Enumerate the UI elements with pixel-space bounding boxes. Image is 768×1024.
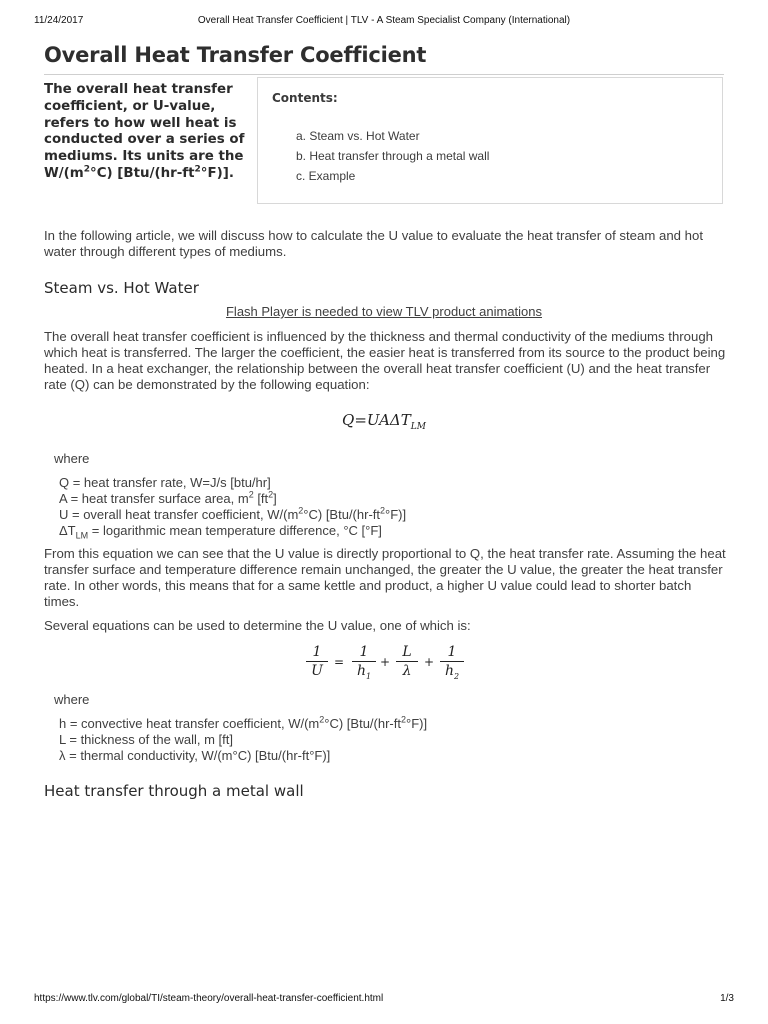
definition-u: U = overall heat transfer coefficient, $W/(m^2^\circ C)$ $[Btu/(hr-ft^2^\circ F)]$ xyxy=(59,505,407,522)
print-date: 11/24/2017 xyxy=(34,15,84,26)
where-label-1: where xyxy=(54,451,90,466)
contents-list xyxy=(296,126,489,186)
contents-item-steam-vs-hot-water[interactable]: a. Steam vs. Hot Water xyxy=(296,129,420,143)
intro-summary xyxy=(44,82,252,183)
equals-sign: = xyxy=(334,655,345,669)
equation-heat-transfer-rate: $Q=UA\Delta T_{LM}$ xyxy=(342,411,426,432)
fraction-1-over-h1: 1 $h_1$ xyxy=(352,644,376,686)
title-divider xyxy=(44,74,724,75)
variable-definitions-2 xyxy=(59,716,719,764)
contents-title: Contents: xyxy=(272,91,338,105)
variable-definitions-1 xyxy=(59,475,719,539)
contents-box xyxy=(257,77,723,204)
intro-units: $W/(m^2^\circ C)$ $[Btu/(hr-ft^2^\circ F)]$. xyxy=(44,164,234,181)
intro-text: The overall heat transfer coefficient, or U-value, refers to how well heat is conducted over a series of mediums. Its units are the xyxy=(44,82,245,165)
flash-notice xyxy=(0,304,768,319)
paragraph-influence: The overall heat transfer coefficient is influenced by the thickness and thermal conductivity of the mediums through which heat is transferred. The larger the coefficient, the easier heat is transferred from its source to the product being heated. In a heat exchanger, the relationship between the overall heat transfer coefficient (U) and the heat transfer rate (Q) can be demonstrated by the following equation: xyxy=(44,329,726,392)
definition-q: Q = heat transfer rate, W=J/s [btu/hr] xyxy=(59,475,271,490)
fraction-l-over-lambda: L λ xyxy=(396,644,418,680)
contents-item-metal-wall[interactable]: b. Heat transfer through a metal wall xyxy=(296,149,490,163)
print-page-number: 1/3 xyxy=(720,993,734,1004)
definition-delta-t: $\Delta T_{LM}$ = logarithmic mean temperature difference, °C [°F] xyxy=(59,523,382,541)
definition-a: A = heat transfer surface area, $m^2$ $[ft^2]$ xyxy=(59,489,277,506)
where-label-2: where xyxy=(54,692,90,707)
equation-u-value xyxy=(306,644,476,684)
print-url: https://www.tlv.com/global/TI/steam-theory/overall-heat-transfer-coefficient.html xyxy=(34,993,384,1004)
paragraph-equations-intro: Several equations can be used to determine the U value, one of which is: xyxy=(44,618,471,633)
plus-sign-2: + xyxy=(424,655,435,669)
print-header xyxy=(0,15,768,31)
section-heading-metal-wall: Heat transfer through a metal wall xyxy=(44,782,304,800)
print-page-title: Overall Heat Transfer Coefficient | TLV - A Steam Specialist Company (International) xyxy=(197,15,571,26)
definition-l: L = thickness of the wall, m [ft] xyxy=(59,732,234,747)
contents-item-example[interactable]: c. Example xyxy=(296,169,356,183)
paragraph-proportional: From this equation we can see that the U value is directly proportional to Q, the heat transfer rate. Assuming the heat transfer surface and temperature difference remain unchanged, the greater the U value, the greater the heat transfer rate. In other words, this means that for a same kettle and product, a higher U value could lead to shorter batch times. xyxy=(44,546,726,609)
definition-lambda: λ = thermal conductivity, W/(m°C) [Btu/(hr-ft°F)] xyxy=(59,748,331,763)
lead-paragraph: In the following article, we will discuss how to calculate the U value to evaluate the heat transfer of steam and hot water through different types of mediums. xyxy=(44,228,704,259)
plus-sign-1: + xyxy=(380,655,391,669)
fraction-1-over-u: 1 U xyxy=(306,644,328,680)
page-title: Overall Heat Transfer Coefficient xyxy=(44,43,427,67)
flash-player-link[interactable]: Flash Player is needed to view TLV product animations xyxy=(225,304,543,319)
definition-h: h = convective heat transfer coefficient, $W/(m^2^\circ C)$ $[Btu/(hr-ft^2^\circ F)]$ xyxy=(59,714,428,731)
section-heading-steam-vs-hot-water: Steam vs. Hot Water xyxy=(44,279,199,297)
print-footer xyxy=(0,993,768,1009)
fraction-1-over-h2: 1 $h_2$ xyxy=(440,644,464,686)
